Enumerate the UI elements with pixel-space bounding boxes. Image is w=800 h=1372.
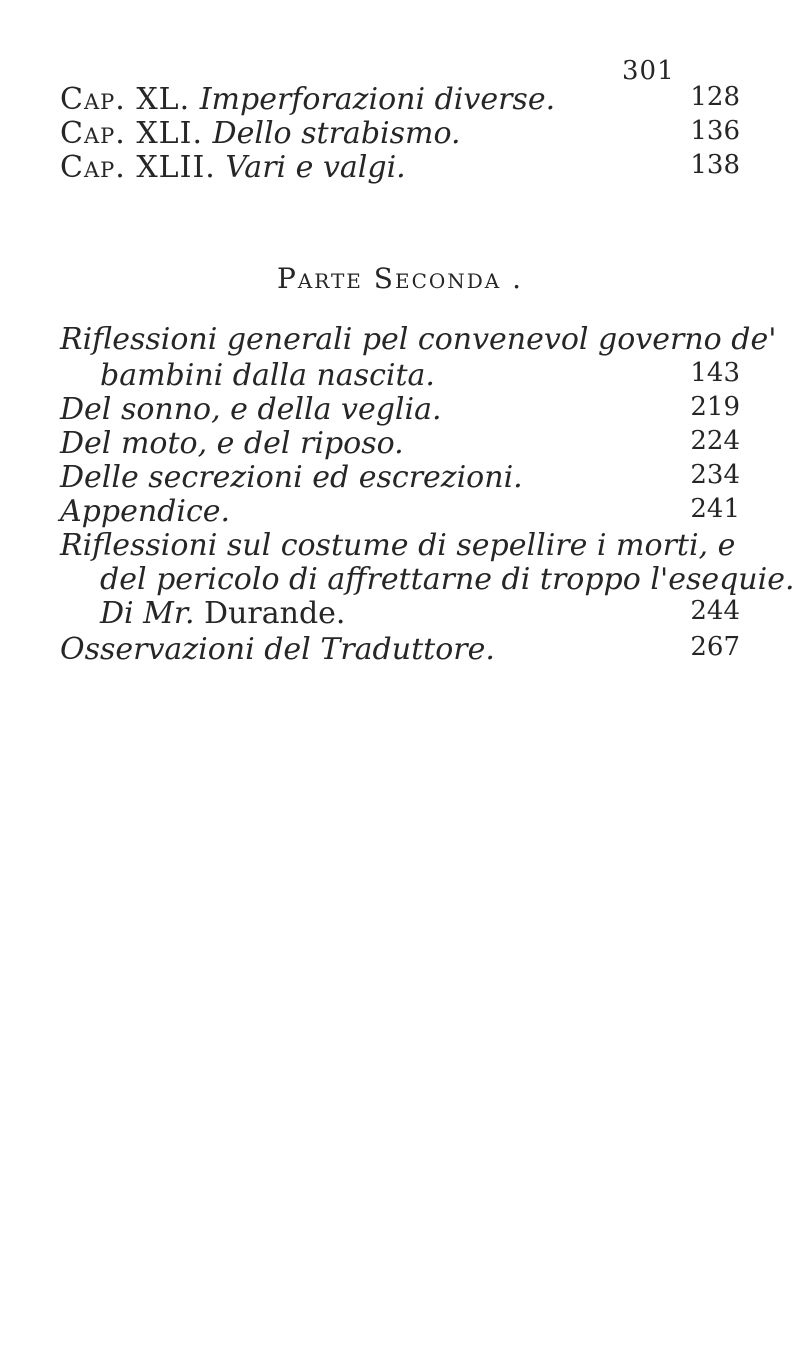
entry-text: bambini dalla nascita.: [100, 358, 435, 393]
chapter-entry: [60, 116, 461, 151]
chapter-number: Cap. XL.: [60, 82, 191, 117]
entry-page: 224: [690, 426, 740, 456]
chapter-page: 128: [690, 82, 740, 112]
chapter-number: Cap. XLI.: [60, 116, 203, 151]
chapter-entry: [60, 82, 555, 117]
entry-text: Appendice.: [60, 494, 231, 529]
entry-page: 244: [690, 596, 740, 626]
entry-text: Del sonno, e della veglia.: [60, 392, 442, 427]
toc-entry-riflessioni-line1: Riflessioni generali pel convenevol governo de': [60, 322, 777, 357]
entry-text-italic: Di Mr.: [100, 596, 195, 631]
toc-entry-sepellire-line2: del pericolo di affrettarne di troppo l'esequie.: [100, 562, 795, 597]
toc-entry-appendice: [60, 494, 740, 529]
chapter-title: Imperforazioni diverse.: [199, 82, 556, 117]
toc-entry-riflessioni-line2: [100, 358, 740, 393]
entry-text: Delle secrezioni ed escrezioni.: [60, 460, 523, 495]
entry-page: 241: [690, 494, 740, 524]
part-heading: Parte Seconda .: [276, 262, 524, 295]
chapter-page: 138: [690, 150, 740, 180]
toc-entry-secrezioni: [60, 460, 740, 495]
chapter-title: Vari e valgi.: [225, 150, 406, 185]
toc-entry-sepellire-line1: Riflessioni sul costume di sepellire i morti, e: [60, 528, 736, 563]
entry-text: Osservazioni del Traduttore.: [60, 632, 495, 667]
toc-entry-moto: [60, 426, 740, 461]
entry-page: 267: [690, 632, 740, 662]
entry-text: Del moto, e del riposo.: [60, 426, 404, 461]
toc-entry-sepellire-line3: [100, 596, 740, 631]
entry-page: 234: [690, 460, 740, 490]
toc-entry-sonno: [60, 392, 740, 427]
entry-text-roman: Durande.: [204, 596, 346, 631]
entry-page: 219: [690, 392, 740, 422]
chapter-title: Dello strabismo.: [212, 116, 461, 151]
toc-entry-osservazioni: [60, 632, 740, 667]
chapter-number: Cap. XLII.: [60, 150, 216, 185]
chapter-page: 136: [690, 116, 740, 146]
page-number: 301: [622, 56, 675, 86]
chapter-entry: [60, 150, 406, 185]
entry-page: 143: [690, 358, 740, 388]
